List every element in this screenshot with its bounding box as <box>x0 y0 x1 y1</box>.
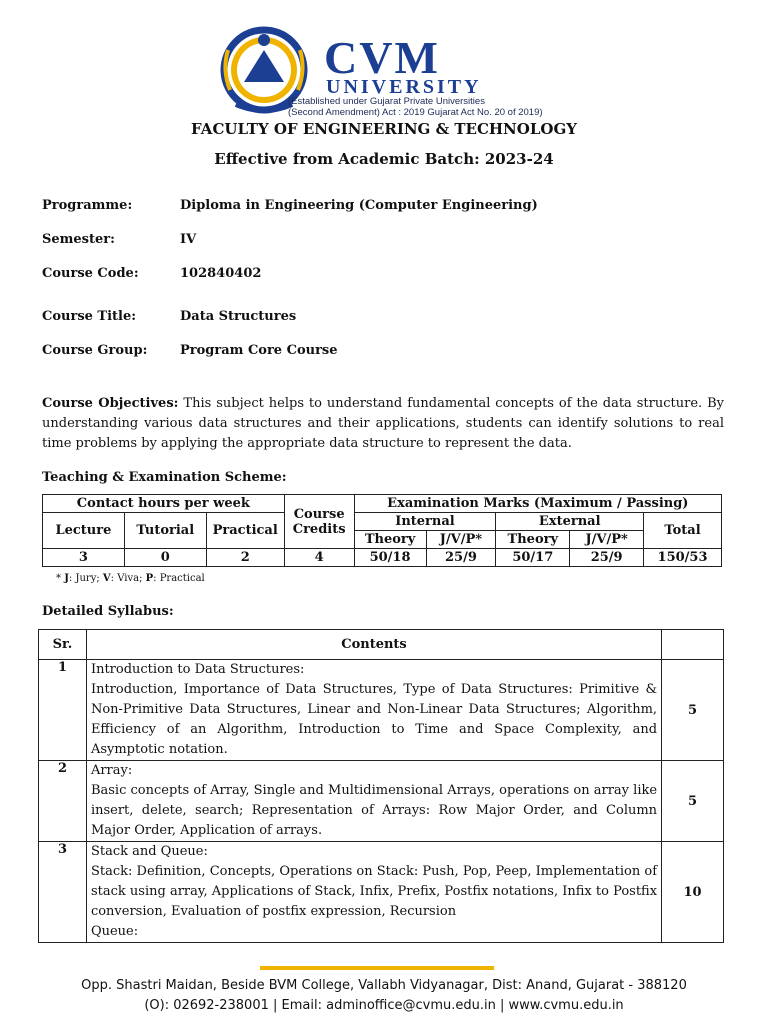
row-hours: 5 <box>662 660 724 761</box>
scheme-exam-marks: Examination Marks (Maximum / Passing) <box>354 495 721 513</box>
row-sr: 3 <box>39 842 87 943</box>
row-body-2: Queue: <box>90 924 139 939</box>
established-line-1: (Established under Gujarat Private Universities <box>288 96 485 107</box>
course-objectives <box>42 394 724 454</box>
row-body: Introduction, Importance of Data Structures, Type of Data Structures: Primitive & Non-Primitive Data Structures, Linear and Non-Linear Data Structures; Algorithm, Efficiency of an Algorithm, Introduction to Time and Space Complexity, and Asymptotic notation. <box>90 682 658 757</box>
faculty-title: FACULTY OF ENGINEERING & TECHNOLOGY <box>191 120 577 138</box>
footnote-ptext: : Practical <box>153 573 205 584</box>
row-sr: 2 <box>39 761 87 842</box>
scheme-contact-hours: Contact hours per week <box>43 495 285 513</box>
established-line-2: (Second Amendment) Act : 2019 Gujarat Act No. 20 of 2019) <box>288 107 543 118</box>
info-value: Program Core Course <box>180 343 338 358</box>
brand-text <box>324 32 482 98</box>
value-total: 150/53 <box>644 549 722 567</box>
scheme-total: Total <box>644 513 722 549</box>
value-external-theory: 50/17 <box>496 549 570 567</box>
info-value: Diploma in Engineering (Computer Engineering) <box>180 198 538 213</box>
value-lecture: 3 <box>43 549 125 567</box>
syllabus-col-contents: Contents <box>86 630 661 660</box>
value-credits: 4 <box>284 549 354 567</box>
info-label: Course Code: <box>42 266 139 281</box>
info-label: Course Title: <box>42 309 137 324</box>
syllabus-col-sr: Sr. <box>39 630 87 660</box>
scheme-external-theory: Theory <box>496 531 570 549</box>
scheme-external-jvp: J/V/P* <box>570 531 644 549</box>
row-content <box>86 842 661 943</box>
established-note <box>288 96 588 118</box>
table-row <box>39 660 724 761</box>
footnote-vtext: : Viva; <box>110 573 146 584</box>
brand-subtitle: UNIVERSITY <box>326 76 482 98</box>
row-content <box>86 660 661 761</box>
scheme-internal-theory: Theory <box>354 531 426 549</box>
value-external-jvp: 25/9 <box>570 549 644 567</box>
table-row <box>39 761 724 842</box>
objectives-label: Course Objectives: <box>42 396 179 411</box>
row-body: Stack: Definition, Concepts, Operations on Stack: Push, Pop, Peep, Implementation of stack using array, Applications of Stack, Infix, Prefix, Postfix notations, Infix to Postfix conversion, Evaluation of postfix expression, Recursion <box>90 864 658 919</box>
footnote-p: P <box>145 573 154 584</box>
scheme-lecture: Lecture <box>43 513 125 549</box>
brand-name: CVM <box>324 32 440 83</box>
footnote-v: V <box>102 573 111 584</box>
info-value: IV <box>180 232 197 247</box>
syllabus-col-hours <box>662 630 724 660</box>
scheme-table <box>42 494 722 567</box>
syllabus-title: Detailed Syllabus: <box>42 604 174 619</box>
batch-title: Effective from Academic Batch: 2023-24 <box>214 150 554 168</box>
syllabus-table <box>38 629 724 943</box>
scheme-external: External <box>496 513 644 531</box>
university-logo <box>216 20 566 116</box>
table-row <box>39 842 724 943</box>
row-title: Array: <box>90 763 133 778</box>
row-title: Stack and Queue: <box>90 844 208 859</box>
footer-address: Opp. Shastri Maidan, Beside BVM College, Vallabh Vidyanagar, Dist: Anand, Gujarat - 388120 <box>81 978 687 993</box>
objectives-text: This subject helps to understand fundamental concepts of the data structure. By understanding various data structures and their applications, students can identify solutions to real time problems by applying the appropriate data structure to represent the data. <box>42 396 724 451</box>
footnote-prefix: * <box>56 573 65 584</box>
row-title: Introduction to Data Structures: <box>90 662 305 677</box>
value-internal-jvp: 25/9 <box>426 549 496 567</box>
footer-contact: (O): 02692-238001 | Email: adminoffice@cvmu.edu.in | www.cvmu.edu.in <box>144 998 624 1013</box>
value-tutorial: 0 <box>124 549 206 567</box>
row-hours: 5 <box>662 761 724 842</box>
row-sr: 1 <box>39 660 87 761</box>
scheme-practical: Practical <box>206 513 284 549</box>
info-label: Semester: <box>42 232 115 247</box>
scheme-course-credits: Course Credits <box>284 495 354 549</box>
row-content <box>86 761 661 842</box>
footer-divider <box>260 966 494 970</box>
info-value: 102840402 <box>180 266 262 281</box>
scheme-tutorial: Tutorial <box>124 513 206 549</box>
scheme-title: Teaching & Examination Scheme: <box>42 470 287 485</box>
scheme-footnote <box>56 573 205 584</box>
row-hours: 10 <box>662 842 724 943</box>
info-value: Data Structures <box>180 309 297 324</box>
footnote-j: J <box>64 573 69 584</box>
info-label: Programme: <box>42 198 133 213</box>
row-body: Basic concepts of Array, Single and Multidimensional Arrays, operations on array like insert, delete, search; Representation of Arrays: Row Major Order, and Column Major Order, Application of arrays. <box>90 783 658 838</box>
info-label: Course Group: <box>42 343 148 358</box>
scheme-internal: Internal <box>354 513 496 531</box>
value-practical: 2 <box>206 549 284 567</box>
footnote-jtext: : Jury; <box>68 573 103 584</box>
value-internal-theory: 50/18 <box>354 549 426 567</box>
scheme-internal-jvp: J/V/P* <box>426 531 496 549</box>
